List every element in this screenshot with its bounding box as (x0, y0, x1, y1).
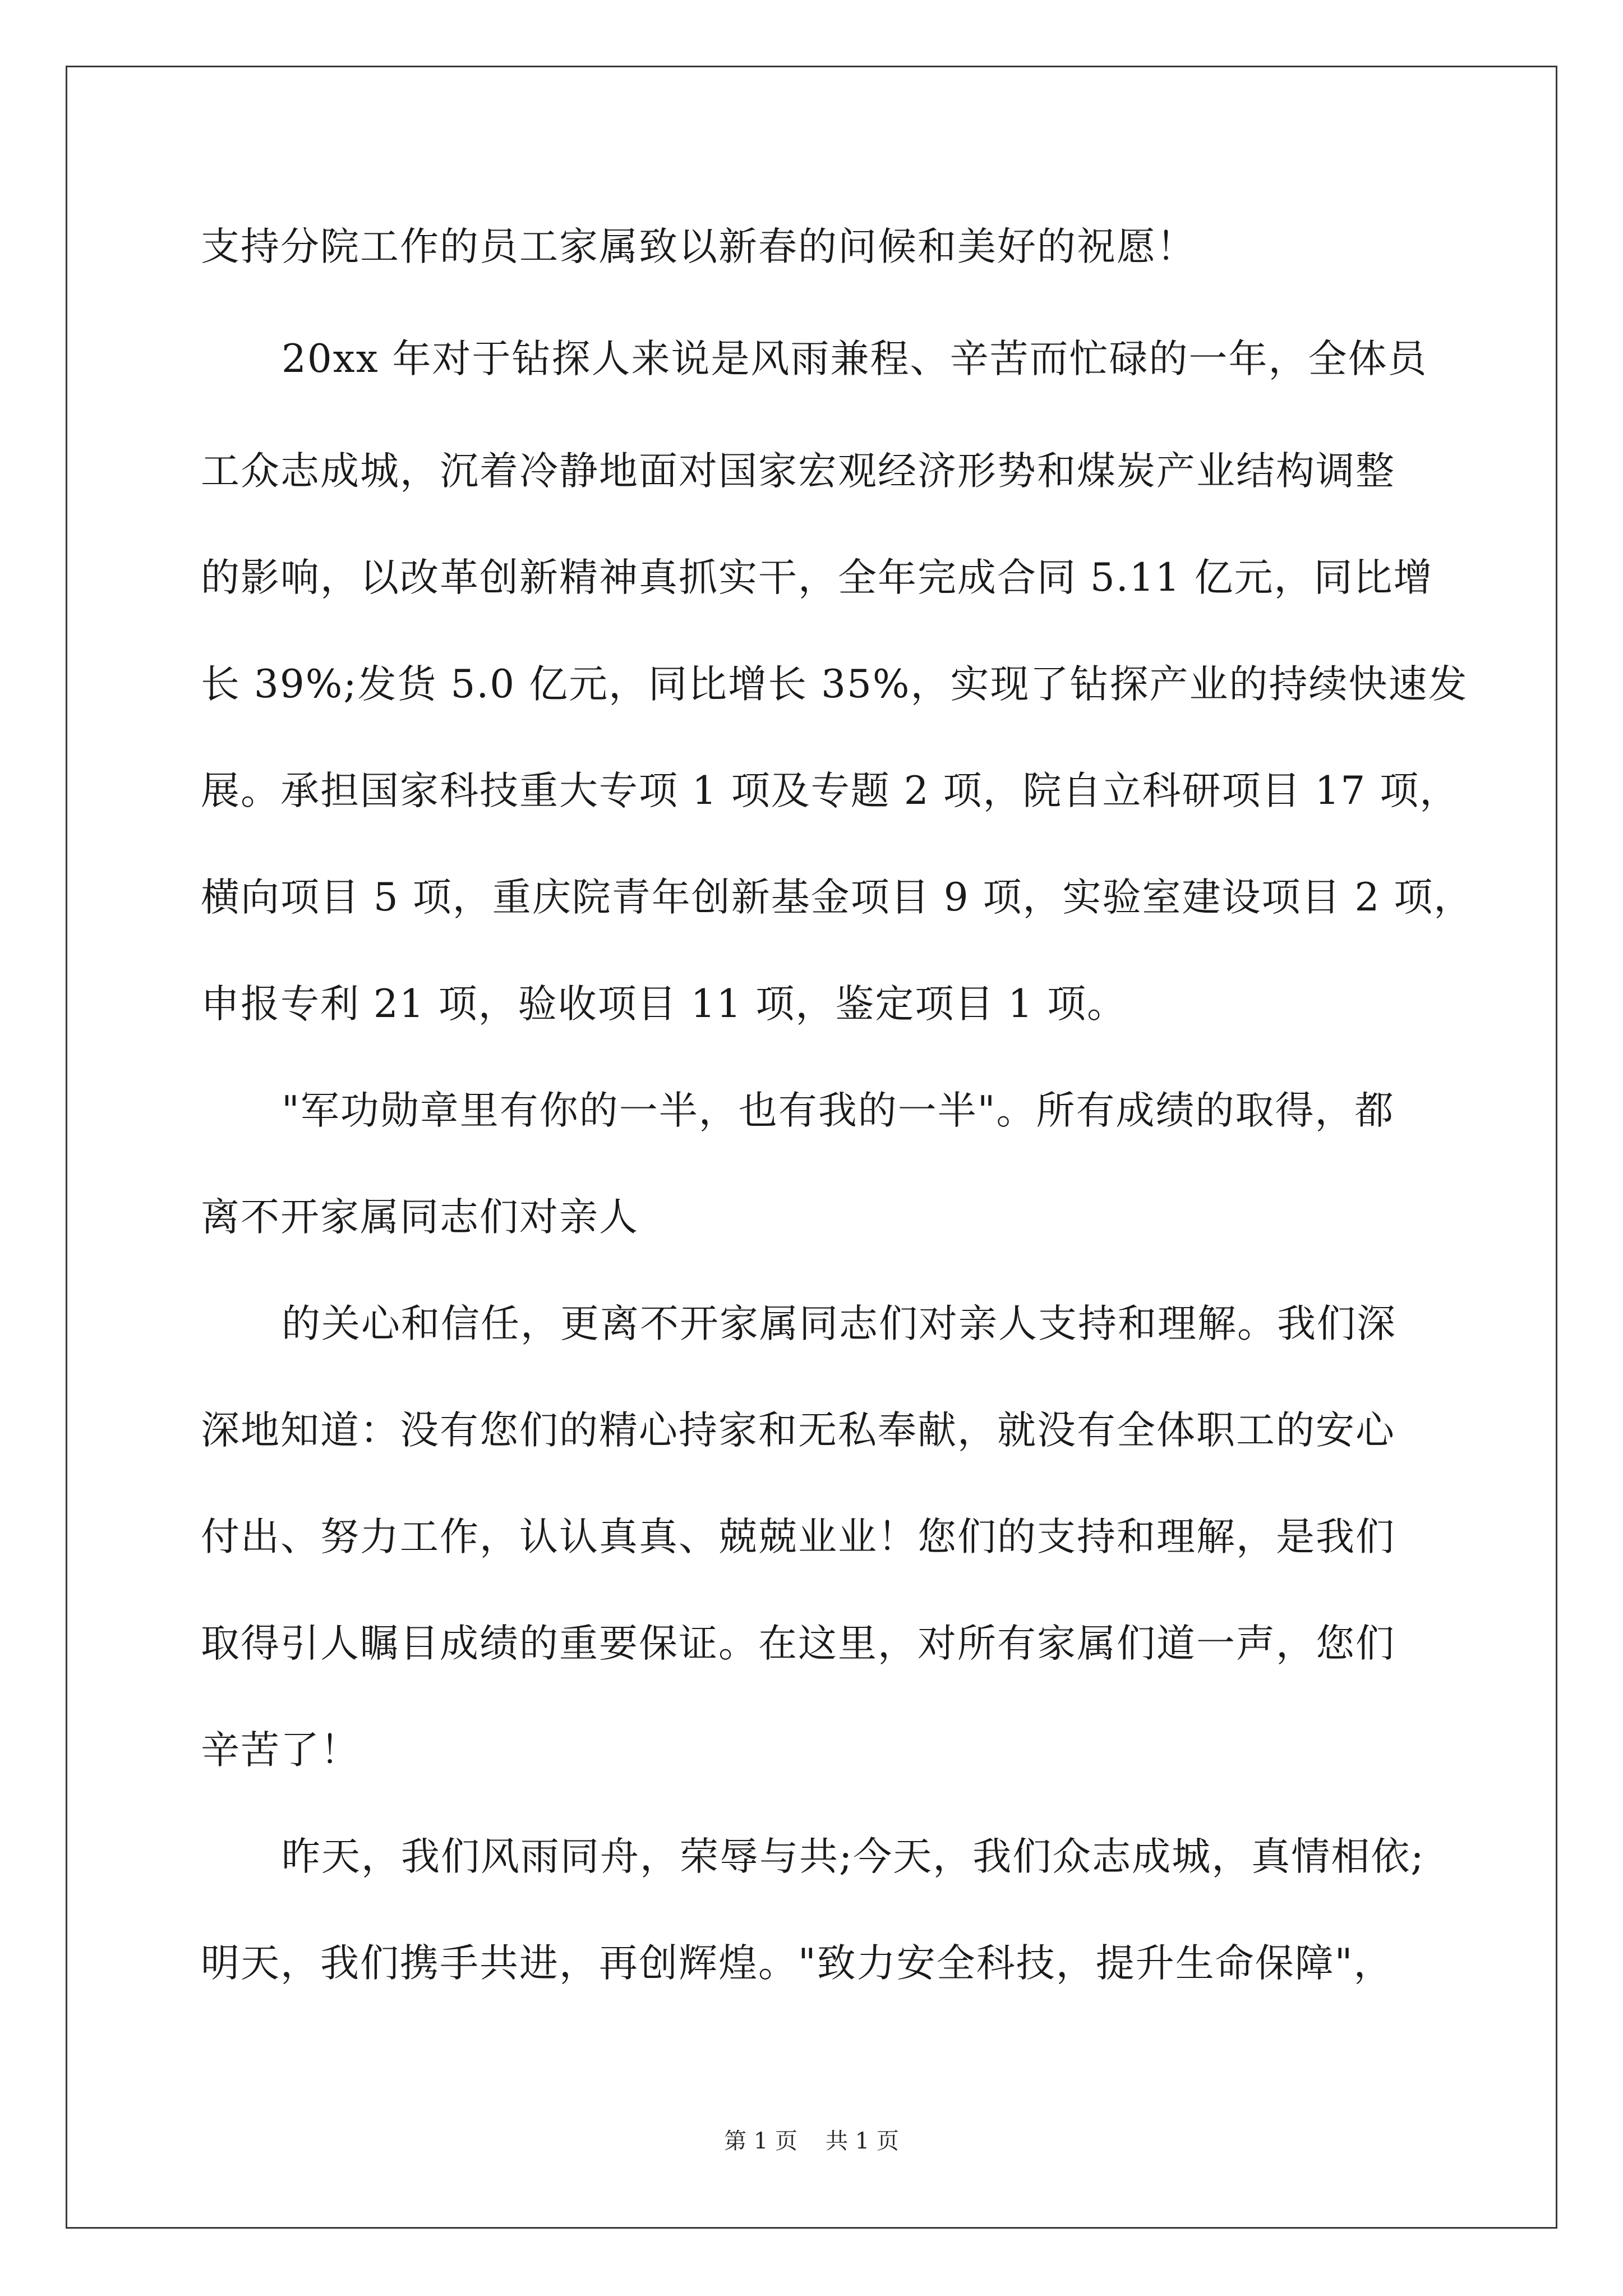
text-line: 的影响，以改革创新精神真抓实干，全年完成合同 5.11 亿元，同比增 (201, 555, 1433, 600)
text-line: 明天，我们携手共进，再创辉煌。"致力安全科技，提升生命保障"， (201, 1941, 1394, 1986)
text-line: 20xx 年对于钻探人来说是风雨兼程、辛苦而忙碌的一年，全体员 (282, 337, 1428, 381)
page-footer (0, 2127, 1623, 2155)
text-line: 横向项目 5 项，重庆院青年创新基金项目 9 项，实验室建设项目 2 项， (201, 875, 1474, 920)
text-line: 深地知道：没有您们的精心持家和无私奉献，就没有全体职工的安心 (201, 1408, 1395, 1453)
text-line: 展。承担国家科技重大专项 1 项及专题 2 项，院自立科研项目 17 项， (201, 769, 1460, 813)
text-line: 长 39%;发货 5.0 亿元，同比增长 35%，实现了钻探产业的持续快速发 (201, 662, 1468, 707)
text-line: 支持分院工作的员工家属致以新春的问候和美好的祝愿！ (201, 224, 1196, 269)
text-line: 付出、努力工作，认认真真、兢兢业业！您们的支持和理解，是我们 (201, 1515, 1395, 1559)
text-line: 工众志成城，沉着冷静地面对国家宏观经济形势和煤炭产业结构调整 (201, 449, 1395, 494)
page-number-current: 第 1 页 (724, 2128, 797, 2154)
text-line: "军功勋章里有你的一半，也有我的一半"。所有成绩的取得，都 (282, 1088, 1395, 1133)
page-number-total: 共 1 页 (826, 2128, 899, 2154)
page-border (66, 66, 1557, 2229)
text-line: 离不开家属同志们对亲人 (201, 1195, 639, 1240)
text-line: 取得引人瞩目成绩的重要保证。在这里，对所有家属们道一声，您们 (201, 1621, 1395, 1666)
text-line: 昨天，我们风雨同舟，荣辱与共;今天，我们众志成城，真情相依; (282, 1834, 1425, 1879)
text-line: 申报专利 21 项，验收项目 11 项，鉴定项目 1 项。 (201, 982, 1127, 1027)
text-line: 的关心和信任，更离不开家属同志们对亲人支持和理解。我们深 (282, 1301, 1396, 1346)
text-line: 辛苦了！ (201, 1728, 360, 1773)
